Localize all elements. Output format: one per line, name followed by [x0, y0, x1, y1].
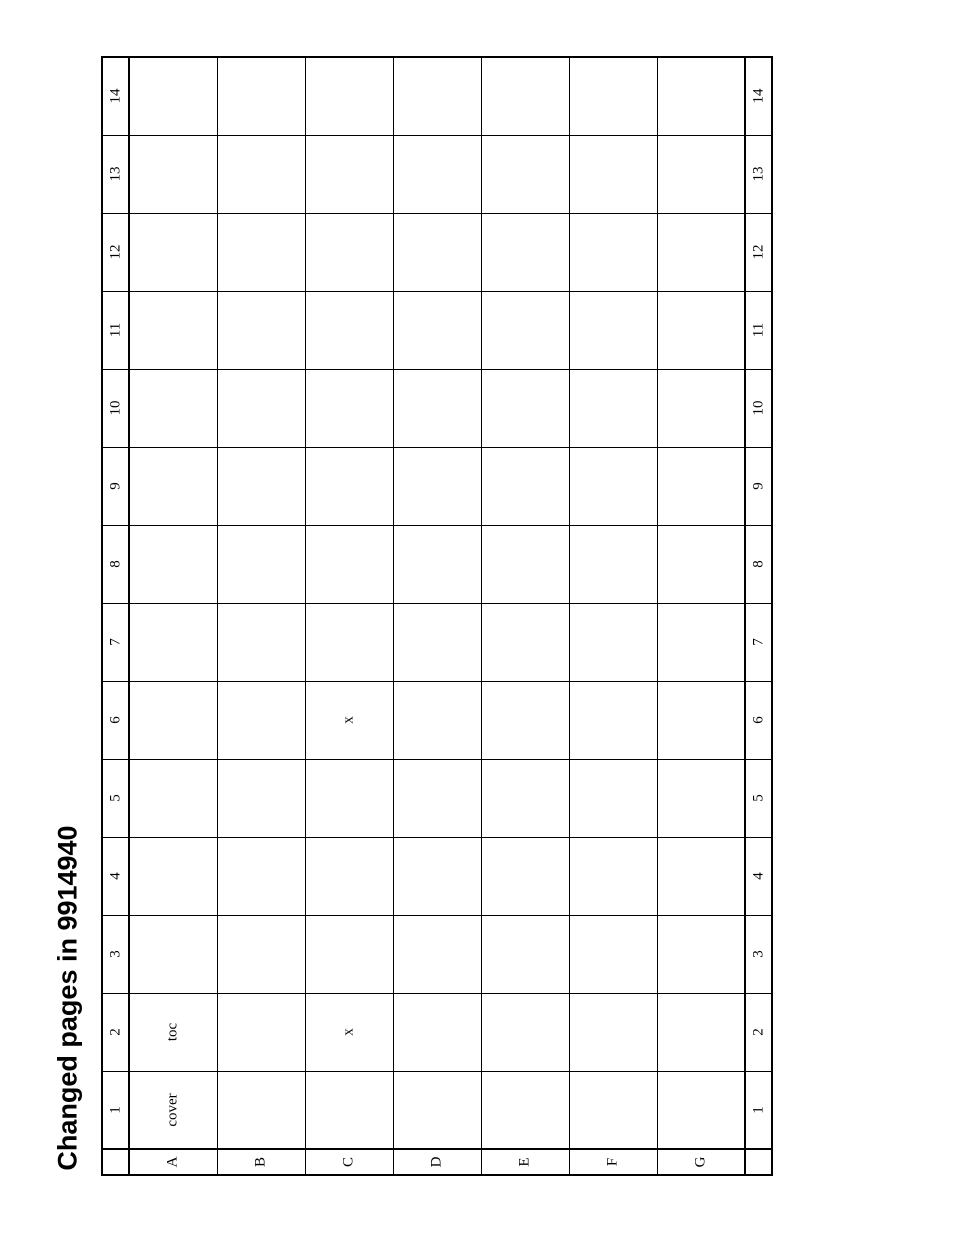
page-row-10: [102, 369, 772, 447]
cell-E-14: [481, 57, 569, 135]
page-number-right: [745, 447, 772, 525]
page-number-left: [102, 135, 129, 213]
row-label-text: C: [340, 1156, 357, 1168]
cell-E-4: [481, 837, 569, 915]
row-label-text: D: [428, 1156, 445, 1168]
page-row-4: [102, 837, 772, 915]
page-number-right: [745, 135, 772, 213]
cell-B-11: [217, 291, 305, 369]
cell-E-2: [481, 993, 569, 1071]
page-row-13: [102, 135, 772, 213]
row-label-text: G: [692, 1156, 709, 1168]
cell-D-3: [393, 915, 481, 993]
page-number-label: 3: [107, 950, 123, 958]
cell-F-2: [569, 993, 657, 1071]
page-number-label: 1: [107, 1106, 123, 1114]
page-number-label: 6: [107, 716, 123, 724]
cell-E-1: [481, 1071, 569, 1149]
cell-C-1: [305, 1071, 393, 1149]
cell-A-11: [129, 291, 217, 369]
cell-C-5: [305, 759, 393, 837]
cell-E-13: [481, 135, 569, 213]
corner-cell: [745, 1149, 772, 1175]
page-number-label: 14: [750, 88, 766, 104]
cell-B-2: [217, 993, 305, 1071]
cell-F-14: [569, 57, 657, 135]
page-row-6: [102, 681, 772, 759]
cell-F-5: [569, 759, 657, 837]
cell-F-11: [569, 291, 657, 369]
page-number-left: [102, 915, 129, 993]
page-row-8: [102, 525, 772, 603]
cell-F-9: [569, 447, 657, 525]
page-number-label: 7: [107, 638, 123, 646]
row-label-C: [305, 1149, 393, 1175]
cell-B-8: [217, 525, 305, 603]
cell-D-1: [393, 1071, 481, 1149]
page-number-label: 9: [107, 482, 123, 490]
cell-mark: toc: [164, 1022, 181, 1042]
cell-B-10: [217, 369, 305, 447]
cell-A-6: [129, 681, 217, 759]
cell-C-11: [305, 291, 393, 369]
cell-G-6: [657, 681, 745, 759]
cell-B-12: [217, 213, 305, 291]
page-number-label: 11: [750, 322, 766, 338]
cell-G-10: [657, 369, 745, 447]
page-number-right: [745, 369, 772, 447]
row-label-A: [129, 1149, 217, 1175]
row-label-strip: [102, 1149, 772, 1175]
page-number-left: [102, 759, 129, 837]
page-row-1: [102, 1071, 772, 1149]
page-number-label: 13: [750, 166, 766, 182]
cell-A-8: [129, 525, 217, 603]
cell-F-1: [569, 1071, 657, 1149]
page-row-11: [102, 291, 772, 369]
cell-F-12: [569, 213, 657, 291]
cell-A-7: [129, 603, 217, 681]
corner-cell: [102, 1149, 129, 1175]
cell-G-4: [657, 837, 745, 915]
cell-E-8: [481, 525, 569, 603]
page-number-left: [102, 837, 129, 915]
page-number-label: 1: [750, 1106, 766, 1114]
cell-F-8: [569, 525, 657, 603]
cell-A-14: [129, 57, 217, 135]
cell-D-5: [393, 759, 481, 837]
cell-C-10: [305, 369, 393, 447]
cell-D-2: [393, 993, 481, 1071]
page-row-14: [102, 57, 772, 135]
page-number-label: 12: [750, 244, 766, 260]
row-label-E: [481, 1149, 569, 1175]
page-number-label: 10: [107, 400, 123, 416]
cell-A-13: [129, 135, 217, 213]
page-number-label: 4: [107, 872, 123, 880]
page-number-left: [102, 525, 129, 603]
page-number-right: [745, 837, 772, 915]
page-number-left: [102, 681, 129, 759]
cell-E-11: [481, 291, 569, 369]
cell-D-6: [393, 681, 481, 759]
cell-D-9: [393, 447, 481, 525]
cell-F-6: [569, 681, 657, 759]
page-number-label: 3: [750, 950, 766, 958]
cell-G-12: [657, 213, 745, 291]
cell-C-13: [305, 135, 393, 213]
page-number-left: [102, 993, 129, 1071]
cell-A-10: [129, 369, 217, 447]
cell-mark: cover: [164, 1093, 181, 1127]
cell-B-7: [217, 603, 305, 681]
cell-A-4: [129, 837, 217, 915]
page-number-label: 13: [107, 166, 123, 182]
cell-E-12: [481, 213, 569, 291]
cell-B-6: [217, 681, 305, 759]
page-number-label: 8: [750, 560, 766, 568]
cell-G-7: [657, 603, 745, 681]
page-number-right: [745, 1071, 772, 1149]
cell-G-3: [657, 915, 745, 993]
cell-F-7: [569, 603, 657, 681]
cell-E-6: [481, 681, 569, 759]
page-row-3: [102, 915, 772, 993]
cell-C-6: [305, 681, 393, 759]
page-number-left: [102, 213, 129, 291]
cell-G-1: [657, 1071, 745, 1149]
row-label-text: A: [164, 1156, 181, 1168]
page-number-label: 11: [107, 322, 123, 338]
cell-B-14: [217, 57, 305, 135]
page-number-left: [102, 57, 129, 135]
page-number-right: [745, 603, 772, 681]
page-number-left: [102, 603, 129, 681]
page-row-9: [102, 447, 772, 525]
cell-B-3: [217, 915, 305, 993]
cell-A-9: [129, 447, 217, 525]
page-number-right: [745, 915, 772, 993]
cell-A-1: [129, 1071, 217, 1149]
page-row-7: [102, 603, 772, 681]
page-number-right: [745, 681, 772, 759]
cell-D-10: [393, 369, 481, 447]
cell-G-8: [657, 525, 745, 603]
cell-G-5: [657, 759, 745, 837]
page-number-label: 14: [107, 88, 123, 104]
cell-D-12: [393, 213, 481, 291]
page-number-left: [102, 447, 129, 525]
page-row-12: [102, 213, 772, 291]
cell-C-4: [305, 837, 393, 915]
row-label-B: [217, 1149, 305, 1175]
cell-A-2: [129, 993, 217, 1071]
page-number-right: [745, 993, 772, 1071]
cell-E-3: [481, 915, 569, 993]
cell-C-3: [305, 915, 393, 993]
page-number-label: 4: [750, 872, 766, 880]
page-title: Changed pages in 9914940: [52, 825, 83, 1171]
cell-A-12: [129, 213, 217, 291]
row-label-text: F: [604, 1157, 621, 1167]
cell-F-3: [569, 915, 657, 993]
page-number-label: 5: [750, 794, 766, 802]
cell-F-13: [569, 135, 657, 213]
page-number-right: [745, 57, 772, 135]
cell-B-4: [217, 837, 305, 915]
cell-C-2: [305, 993, 393, 1071]
cell-B-13: [217, 135, 305, 213]
cell-F-10: [569, 369, 657, 447]
page-row-5: [102, 759, 772, 837]
cell-E-9: [481, 447, 569, 525]
cell-E-10: [481, 369, 569, 447]
cell-B-1: [217, 1071, 305, 1149]
cell-D-8: [393, 525, 481, 603]
cell-A-3: [129, 915, 217, 993]
cell-B-5: [217, 759, 305, 837]
row-label-G: [657, 1149, 745, 1175]
page-number-label: 12: [107, 244, 123, 260]
cell-D-7: [393, 603, 481, 681]
page-number-label: 10: [750, 400, 766, 416]
cell-G-14: [657, 57, 745, 135]
cell-E-7: [481, 603, 569, 681]
cell-C-14: [305, 57, 393, 135]
page-number-right: [745, 759, 772, 837]
cell-A-5: [129, 759, 217, 837]
cell-D-14: [393, 57, 481, 135]
page-row-2: [102, 993, 772, 1071]
row-label-text: E: [516, 1157, 533, 1167]
changed-pages-table: [101, 56, 773, 1176]
page-number-label: 7: [750, 638, 766, 646]
page-number-right: [745, 525, 772, 603]
page-number-label: 2: [750, 1028, 766, 1036]
cell-C-9: [305, 447, 393, 525]
cell-D-11: [393, 291, 481, 369]
page-number-right: [745, 291, 772, 369]
cell-E-5: [481, 759, 569, 837]
page-number-left: [102, 369, 129, 447]
cell-B-9: [217, 447, 305, 525]
cell-G-13: [657, 135, 745, 213]
cell-G-9: [657, 447, 745, 525]
page-number-right: [745, 213, 772, 291]
row-label-F: [569, 1149, 657, 1175]
cell-C-12: [305, 213, 393, 291]
page-number-label: 2: [107, 1028, 123, 1036]
cell-mark: x: [340, 716, 357, 724]
page-number-left: [102, 1071, 129, 1149]
cell-C-8: [305, 525, 393, 603]
cell-D-4: [393, 837, 481, 915]
cell-G-11: [657, 291, 745, 369]
row-label-text: B: [252, 1156, 269, 1168]
cell-G-2: [657, 993, 745, 1071]
cell-F-4: [569, 837, 657, 915]
cell-C-7: [305, 603, 393, 681]
page-number-label: 5: [107, 794, 123, 802]
page-number-label: 8: [107, 560, 123, 568]
page-number-label: 9: [750, 482, 766, 490]
row-label-D: [393, 1149, 481, 1175]
cell-D-13: [393, 135, 481, 213]
page-number-left: [102, 291, 129, 369]
cell-mark: x: [340, 1028, 357, 1036]
page-number-label: 6: [750, 716, 766, 724]
